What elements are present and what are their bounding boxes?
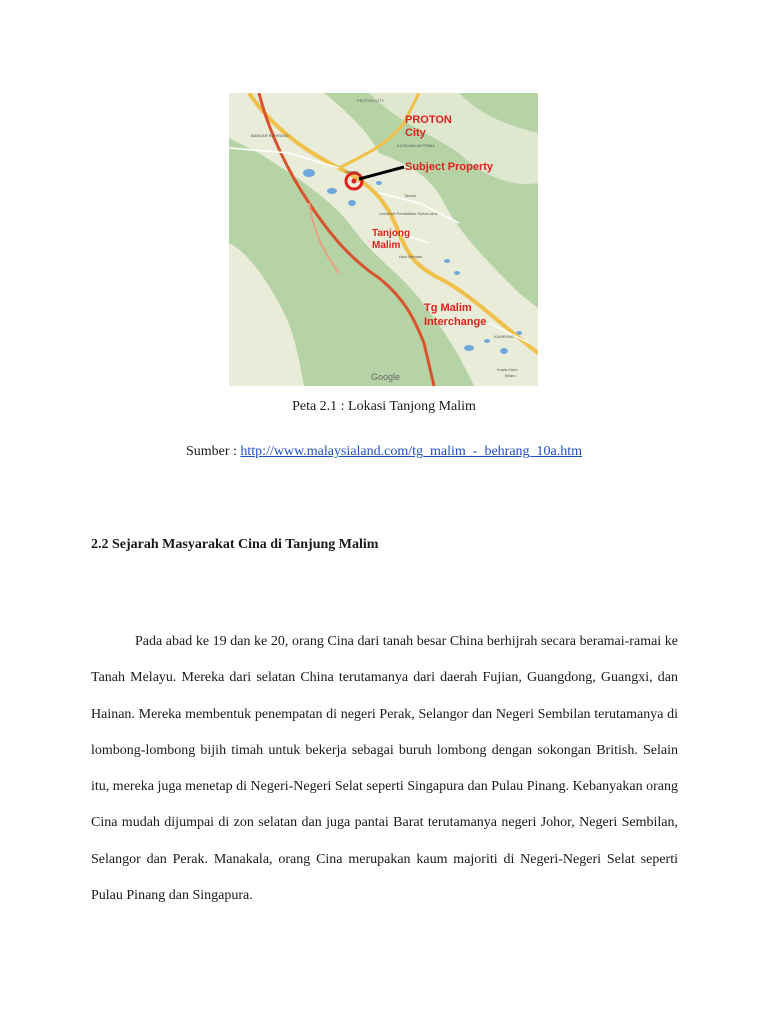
map-label-taman: Taman: [404, 193, 417, 198]
map-label-kota-malim: KOTA MALIM PRIMA: [397, 143, 435, 148]
map-label-tg-malim: Tg Malim: [424, 302, 472, 314]
map-label-kuala-kubu-2: Bharu: [505, 373, 516, 378]
subject-property-marker-dot: [352, 179, 357, 184]
map-label-hulu-bernam: Hulu Bernam: [399, 254, 423, 259]
map-label-tanjong-small: Tanjong: [344, 169, 359, 174]
source-prefix: Sumber :: [185, 444, 241, 459]
location-map: [229, 93, 538, 386]
section-heading: 2.2 Sejarah Masyarakat Cina di Tanjung Malim: [91, 537, 379, 552]
map-label-proton-city-small: PROTON CITY: [357, 98, 385, 103]
map-label-city: City: [405, 127, 426, 139]
figure-source: [0, 444, 768, 460]
map-label-kampung: KAMPUNG: [494, 334, 515, 339]
google-watermark: Google: [371, 372, 401, 382]
map-label-malim: Malim: [372, 240, 401, 251]
body-paragraph: Pada abad ke 19 dan ke 20, orang Cina dari tanah besar China berhijrah secara beramai-ramai ke Tanah Melayu. Mereka dari selatan China terutamanya dari daerah Fujian, Guangdong, Guangxi, dan Hainan. Mereka membentuk penempatan di negeri Perak, Selangor dan Negeri Sembilan terutamanya di lombong-lombong bijih timah untuk bekerja sebagai buruh lombong dengan sokongan British. Selain itu, mereka juga menetap di Negeri-Negeri Selat seperti Singapura dan Pulau Pinang. Kebanyakan orang Cina mudah dijumpai di zon selatan dan juga pantai Barat terutamanya negeri Johor, Negeri Sembilan, Selangor dan Perak. Manakala, orang Cina merupakan kaum majoriti di Negeri-Negeri Selat seperti Pulau Pinang dan Singapura.: [91, 634, 678, 904]
map-label-proton: PROTON: [405, 114, 452, 126]
map-label-tanjong: Tanjong: [372, 228, 411, 239]
map-label-subject-property: Subject Property: [405, 161, 494, 173]
map-label-kuala-kubu-1: Kuala Kubu: [497, 367, 518, 372]
map-label-behrang: BANDAR BEHRANG: [251, 133, 289, 138]
figure-caption: Peta 2.1 : Lokasi Tanjong Malim: [292, 399, 476, 414]
map-label-upsi: Universiti Pendidikan Sultan Idris: [379, 211, 438, 216]
source-link[interactable]: http://www.malaysialand.com/tg_malim_-_behrang_10a.htm: [240, 444, 583, 459]
map-label-interchange: Interchange: [424, 316, 487, 328]
